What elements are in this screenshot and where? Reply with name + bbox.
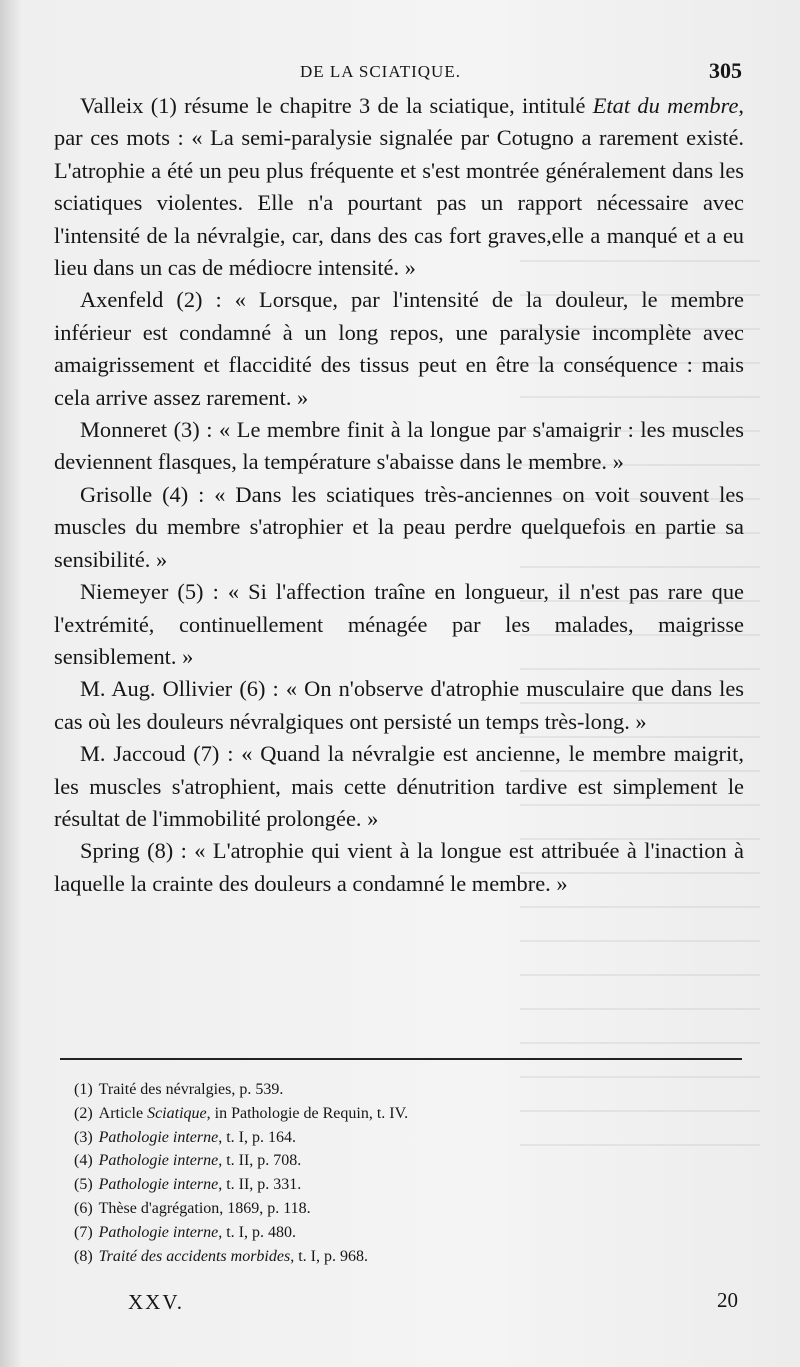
paragraph-grisolle: Grisolle (4) : « Dans les sciatiques très-anciennes on voit souvent les muscles du membre s'atrophier et la peau perdre quelquefois en partie sa sensibilité. » xyxy=(54,481,744,572)
main-text xyxy=(54,90,744,900)
footnote-5: (5) Pathologie interne, t. II, p. 331. xyxy=(74,1176,302,1194)
paragraph-monneret: Monneret (3) : « Le membre finit à la longue par s'amaigrir : les muscles deviennent flasques, la température s'abaisse dans le membre. » xyxy=(54,417,744,475)
page-number: 305 xyxy=(709,58,742,83)
footnote-4: (4) Pathologie interne, t. II, p. 708. xyxy=(74,1152,302,1170)
paragraph-valleix: Valleix (1) résume le chapitre 3 de la sciatique, intitulé Etat du membre, par ces mots : « La semi-paralysie signalée par Cotugno a rarement existé. L'atrophie a été un peu plus fréquente et s'est montrée généralement dans les sciatiques violentes. Elle n'a pourtant pas un rapport nécessaire avec l'intensité de la névralgie, car, dans des cas fort graves,elle a manqué et a eu lieu dans un cas de médiocre intensité. » xyxy=(54,93,744,281)
signature-mark: XXV. xyxy=(128,1290,185,1314)
footnotes xyxy=(74,1078,734,1268)
signature-number: 20 xyxy=(717,1288,738,1312)
footnote-1: (1) Traité des névralgies, p. 539. xyxy=(74,1081,284,1098)
paragraph-niemeyer: Niemeyer (5) : « Si l'affection traîne en longueur, il n'est pas rare que l'extrémité, continuellement ménagée par les malades, maigrisse sensiblement. » xyxy=(54,579,744,669)
footnote-rule xyxy=(60,1058,742,1060)
running-head xyxy=(0,58,800,88)
paragraph-axenfeld: Axenfeld (2) : « Lorsque, par l'intensité de la douleur, le membre inférieur est condamné à un long repos, une paralysie incomplète avec amaigrissement et flaccidité des tissus peut en être la conséquence : mais cela arrive assez rarement. » xyxy=(54,287,744,410)
paragraph-jaccoud: M. Jaccoud (7) : « Quand la névralgie est ancienne, le membre maigrit, les muscles s'atrophient, mais cette dénutrition tardive est simplement le résultat de l'immobilité prolongée. » xyxy=(54,741,744,831)
footnote-6: (6) Thèse d'agrégation, 1869, p. 118. xyxy=(74,1199,311,1217)
footnote-2: (2) Article Sciatique, in Pathologie de Requin, t. IV. xyxy=(74,1104,409,1122)
footnote-7: (7) Pathologie interne, t. I, p. 480. xyxy=(74,1223,296,1241)
running-head-title: DE LA SCIATIQUE. xyxy=(300,62,461,81)
footnote-3: (3) Pathologie interne, t. I, p. 164. xyxy=(74,1128,296,1146)
footnote-8: (8) Traité des accidents morbides, t. I, p. 968. xyxy=(74,1247,368,1265)
paragraph-ollivier: M. Aug. Ollivier (6) : « On n'observe d'atrophie musculaire que dans les cas où les douleurs névralgiques ont persisté un temps très-long. » xyxy=(54,676,744,734)
paragraph-spring: Spring (8) : « L'atrophie qui vient à la longue est attribuée à l'inaction à laquelle la crainte des douleurs a condamné le membre. » xyxy=(54,838,744,896)
